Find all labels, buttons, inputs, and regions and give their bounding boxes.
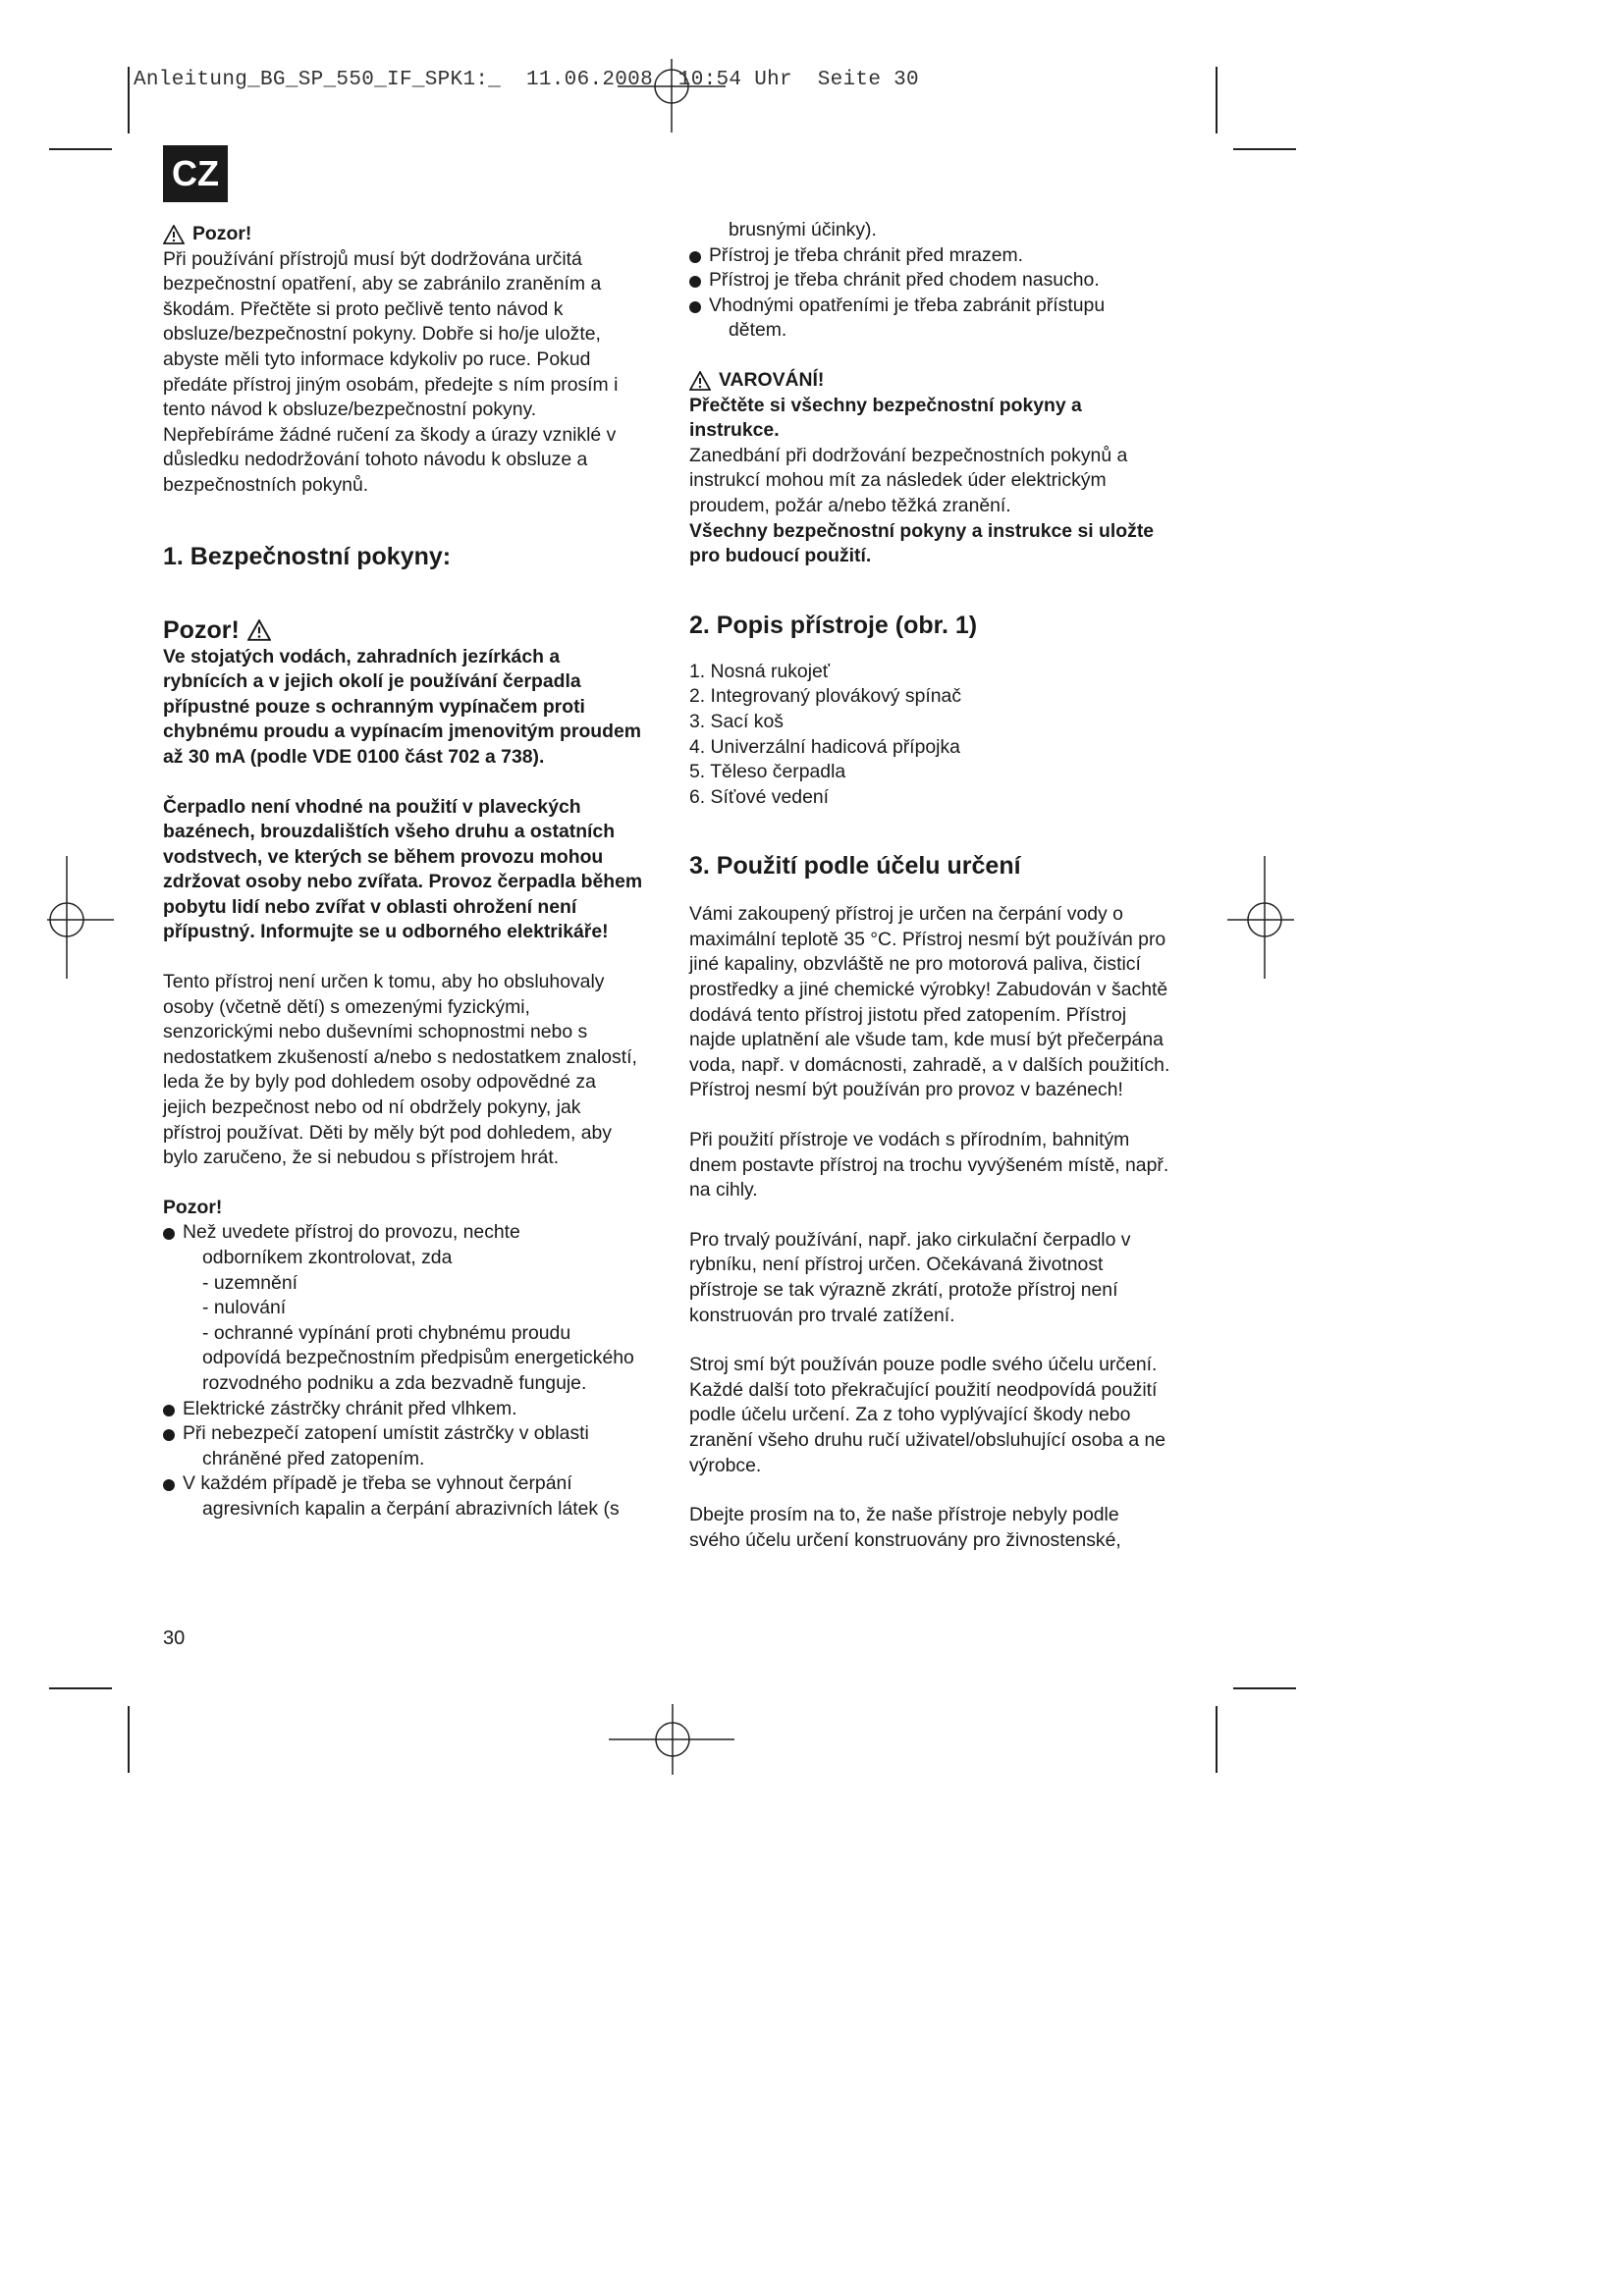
dash-item: - nulování — [202, 1297, 287, 1319]
crop-mark — [49, 1687, 112, 1689]
list-item: 5. Těleso čerpadla — [689, 761, 846, 783]
list-item: 4. Univerzální hadicová přípojka — [689, 735, 960, 758]
warning-triangle-icon — [247, 619, 271, 641]
list-item: 6. Síťové vedení — [689, 785, 830, 808]
use-paragraph: Stroj smí být používán pouze podle svého účelu určení. Každé další toto překračující použití neodpovídá použití podle účelu určení. Za z toho vyplývající škody nebo zranění všeho druhu ručí uživatel/obsluhující osoba a ne výrobce. — [689, 1354, 1166, 1476]
warning-heading — [689, 368, 1170, 394]
caution-title: Pozor! — [192, 223, 252, 244]
section2-title: 2. Popis přístroje (obr. 1) — [689, 611, 978, 639]
bullet-text: Vhodnými opatřeními je třeba zabránit přístupu — [709, 294, 1106, 316]
pozor3-title: Pozor! — [163, 1196, 223, 1218]
list-item — [163, 1471, 644, 1522]
bullet-text: V každém případě je třeba se vyhnout čerpání — [183, 1472, 572, 1495]
warning-text: Zanedbání při dodržování bezpečnostních pokynů a instrukcí mohou mít za následek úder elektrickým proudem, požár a/nebo těžká zranění. — [689, 444, 1128, 516]
list-item: 3. Sací koš — [689, 710, 784, 732]
parts-list — [689, 660, 1170, 811]
bullet-text: Při nebezpečí zatopení umístit zástrčky v oblasti — [183, 1422, 589, 1445]
dash-item: - ochranné vypínání proti chybnému proudu odpovídá bezpečnostním předpisům energetického rozvodného podniku a zda bezvadně funguje. — [202, 1321, 634, 1394]
bullet-text: chráněné před zatopením. — [202, 1447, 425, 1469]
warning-triangle-icon — [163, 225, 185, 244]
bullet-text: Než uvedete přístroj do provozu, nechte — [183, 1221, 520, 1244]
registration-mark-right — [1227, 856, 1296, 984]
list-item: 1. Nosná rukojeť — [689, 660, 831, 682]
right-column — [689, 218, 1170, 1553]
safety-bullet-list — [163, 1220, 644, 1522]
list-item: Přístroj je třeba chránit před chodem nasucho. — [689, 268, 1170, 294]
continued-text: brusnými účinky). — [729, 219, 877, 240]
bullet-text: odborníkem zkontrolovat, zda — [202, 1247, 453, 1268]
use-paragraph: Při použití přístroje ve vodách s přírodním, bahnitým dnem postavte přístroj na trochu vyvýšeném místě, např. na cihly. — [689, 1129, 1169, 1201]
use-paragraph: Dbejte prosím na to, že naše přístroje nebyly podle svého účelu určení konstruovány pro živnostenské, — [689, 1504, 1121, 1551]
crop-mark — [1216, 1706, 1218, 1773]
caution-heading — [163, 222, 644, 247]
pozor2-heading — [163, 615, 644, 645]
warning-title: VAROVÁNÍ! — [719, 368, 825, 391]
crop-mark — [1233, 1687, 1296, 1689]
print-slug: Anleitung_BG_SP_550_IF_SPK1:_ 11.06.2008 10:54 Uhr Seite 30 — [134, 69, 919, 91]
crop-mark — [1216, 67, 1218, 133]
list-item — [163, 1421, 644, 1471]
warning-triangle-icon — [689, 371, 711, 391]
page-number: 30 — [163, 1628, 186, 1649]
registration-mark-bottom — [609, 1704, 736, 1778]
safety-bullet-list-2 — [689, 243, 1170, 344]
warning-read-instructions: Přečtěte si všechny bezpečnostní pokyny a instrukce. — [689, 394, 1082, 442]
pozor2-title: Pozor! — [163, 615, 240, 644]
crop-mark — [128, 1706, 130, 1773]
list-item: 2. Integrovaný plovákový spínač — [689, 685, 962, 708]
bullet-text: dětem. — [729, 319, 787, 342]
section1-title: 1. Bezpečnostní pokyny: — [163, 542, 452, 570]
crop-mark — [1233, 148, 1296, 150]
language-badge: CZ — [163, 145, 228, 202]
section3-title: 3. Použití podle účelu určení — [689, 852, 1021, 881]
caution-text: Při používání přístrojů musí být dodržována určitá bezpečnostní opatření, aby se zabránilo zraněním a škodám. Přečtěte si proto pečlivě tento návod k obsluze/bezpečnostní pokyny. Dobře si ho/je uložte, abyste měli tyto informace kdykoliv po ruce. Pokud předáte přístroj jiným osobám, předejte s ním prosím i tento návod k obsluze/bezpečnostní pokyny. Nepřebíráme žádné ručení za škody a úrazy vzniklé v důsledku nedodržování tohoto návodu k obsluze a bezpečnostních pokynů. — [163, 247, 619, 496]
list-item: Přístroj je třeba chránit před mrazem. — [689, 243, 1170, 269]
left-column — [163, 222, 644, 1522]
warning-keep-instructions: Všechny bezpečnostní pokyny a instrukce si uložte pro budoucí použití. — [689, 519, 1155, 567]
crop-mark — [49, 148, 112, 150]
use-paragraph: Pro trvalý používání, např. jako cirkulační čerpadlo v rybníku, není přístroj určen. Očekávaná životnost přístroje se tak výrazně zkrátí, protože přístroj není konstruován pro trvalé zatížení. — [689, 1228, 1131, 1326]
bullet-text: agresivních kapalin a čerpání abrazivních látek (s — [202, 1497, 620, 1520]
use-paragraph: Vámi zakoupený přístroj je určen na čerpání vody o maximální teplotě 35 °C. Přístroj nesmí být používán pro jiné kapaliny, obzvláště ne pro motorová paliva, čisticí prostředky a jiné chemické výrobky! Zabudován v šachtě dodává tento přístroj jistotu před zatopením. Přístroj najde uplatnění ale všude tam, kde musí být přečerpána voda, např. v domácnosti, zahradě, a v dalších použitích. Přístroj nesmí být používán pro provoz v bazénech! — [689, 903, 1170, 1101]
list-item — [689, 294, 1170, 344]
list-item — [163, 1220, 644, 1396]
rcd-requirement: Ve stojatých vodách, zahradních jezírkách a rybnících a v jejich okolí je používání čerpadla přípustné pouze s ochranným vypínačem proti chybnému proudu a vypínacím jmenovitým proudem až 30 mA (podle VDE 0100 část 702 a 738). — [163, 645, 642, 768]
list-item: Elektrické zástrčky chránit před vlhkem. — [163, 1397, 644, 1422]
dash-item: - uzemnění — [202, 1271, 298, 1294]
pool-warning: Čerpadlo není vhodné na použití v plaveckých bazénech, brouzdalištích všeho druhu a ostatních vodstvech, ve kterých se během provozu mohou zdržovat osoby nebo zvířata. Provoz čerpadla během pobytu lidí nebo zvířat v oblasti ohrožení není přípustný. Informujte se u odborného elektrikáře! — [163, 795, 643, 943]
children-notice: Tento přístroj není určen k tomu, aby ho obsluhovaly osoby (včetně dětí) s omezenými fyzickými, senzorickými nebo duševními schopnostmi nebo s nedostatkem zkušeností a/nebo s nedostatkem znalostí, leda že by byly pod dohledem osoby odpovědné za jejich bezpečnost nebo od ní obdržely pokyny, jak přístroj používat. Děti by měly být pod dohledem, aby bylo zaručeno, že si nebudou s přístrojem hrát. — [163, 971, 637, 1169]
crop-mark — [128, 67, 130, 133]
registration-mark-left — [47, 856, 116, 984]
